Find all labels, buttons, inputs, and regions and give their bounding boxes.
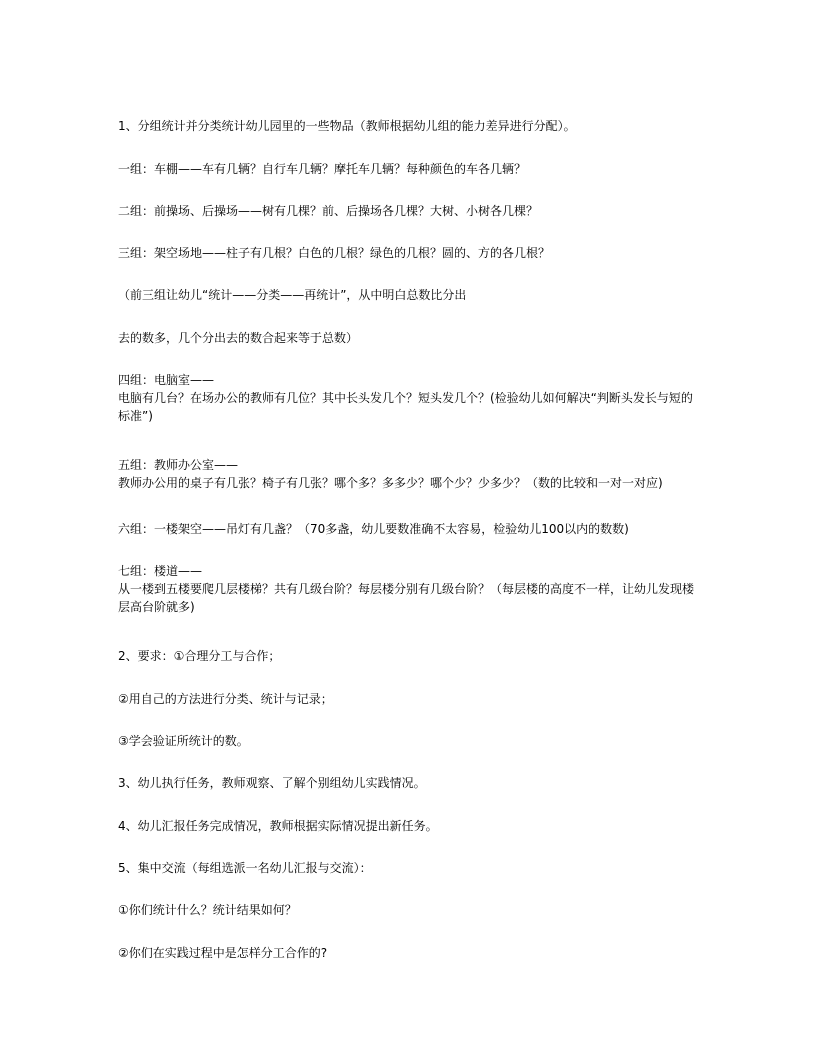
- paragraph-question-2: [118, 944, 708, 962]
- paragraph-group-3: [118, 244, 708, 262]
- text-line: 4、幼儿汇报任务完成情况，教师根据实际情况提出新任务。: [118, 819, 438, 833]
- text-line: 六组：一楼架空——吊灯有几盏？（70多盏，幼儿要数准确不太容易，检验幼儿100以内的数数): [118, 522, 629, 536]
- text-line: 5、集中交流（每组选派一名幼儿汇报与交流）：: [118, 861, 372, 875]
- text-line: 教师办公用的桌子有几张？椅子有几张？哪个多？多多少？哪个少？少多少？（数的比较和一对一对应): [118, 476, 663, 490]
- text-line: ①你们统计什么？统计结果如何？: [118, 903, 297, 917]
- text-line: 去的数多，几个分出去的数合起来等于总数）: [118, 331, 359, 345]
- text-line: 3、幼儿执行任务，教师观察、了解个别组幼儿实践情况。: [118, 776, 426, 790]
- paragraph-requirement-3: [118, 732, 708, 750]
- paragraph-note-first-three: [118, 286, 708, 304]
- paragraph-step-4: [118, 817, 708, 835]
- text-line: 三组：架空场地——柱子有几根？白色的几根？绿色的几根？圆的、方的各几根？: [118, 246, 551, 260]
- text-line: 一组：车棚——车有几辆？自行车几辆？摩托车几辆？每种颜色的车各几辆？: [118, 162, 527, 176]
- paragraph-question-1: [118, 901, 708, 919]
- text-line: 从一楼到五楼要爬几层楼梯？共有几级台阶？每层楼分别有几级台阶？（每层楼的高度不一样，让幼儿发现楼: [118, 582, 695, 596]
- text-line: 2、要求：①合理分工与合作；: [118, 649, 281, 663]
- paragraph-group-4: [118, 371, 708, 425]
- text-line: 二组：前操场、后操场——树有几棵？前、后操场各几棵？大树、小树各几棵？: [118, 204, 539, 218]
- paragraph-group-5: [118, 456, 708, 492]
- text-line: 五组：教师办公室——: [118, 458, 239, 472]
- paragraph-requirements: [118, 647, 708, 665]
- text-line: ③学会验证所统计的数。: [118, 734, 249, 748]
- paragraph-note-continued: [118, 329, 708, 347]
- text-line: 层高台阶就多): [118, 600, 195, 614]
- paragraph-group-7: [118, 562, 708, 616]
- text-line: ②用自己的方法进行分类、统计与记录；: [118, 692, 333, 706]
- paragraph-group-2: [118, 202, 708, 220]
- paragraph-requirement-2: [118, 690, 708, 708]
- text-line: 七组：楼道——: [118, 564, 203, 578]
- text-line: 1、分组统计并分类统计幼儿园里的一些物品（教师根据幼儿组的能力差异进行分配）。: [118, 119, 576, 133]
- text-line: 电脑有几台？在场办公的教师有几位？其中长头发几个？短头发几个？(检验幼儿如何解决“判断头发长与短的: [118, 391, 693, 405]
- paragraph-task-1: [118, 117, 708, 135]
- text-line: 四组：电脑室——: [118, 373, 215, 387]
- text-line: 标准”): [118, 409, 153, 423]
- text-line: （前三组让幼儿“统计——分类——再统计”，从中明白总数比分出: [118, 288, 467, 302]
- paragraph-step-3: [118, 774, 708, 792]
- text-line: ②你们在实践过程中是怎样分工合作的?: [118, 946, 328, 960]
- paragraph-step-5: [118, 859, 708, 877]
- paragraph-group-6: [118, 520, 708, 538]
- paragraph-group-1: [118, 160, 708, 178]
